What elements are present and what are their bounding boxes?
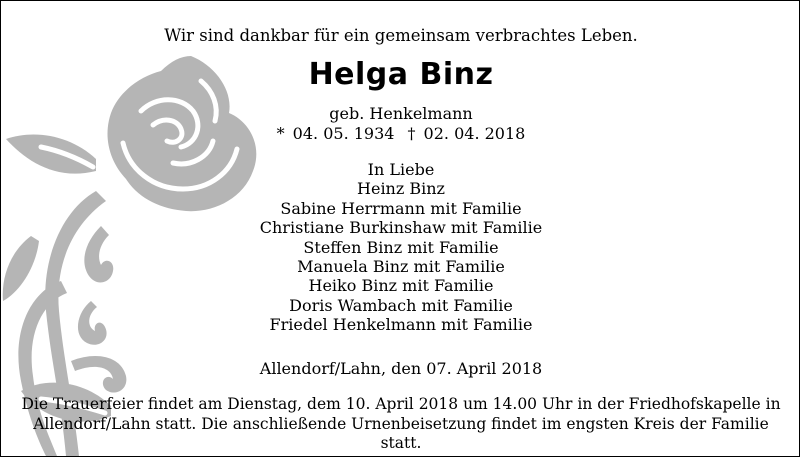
list-item: Heinz Binz xyxy=(357,179,445,199)
list-item: Friedel Henkelmann mit Familie xyxy=(269,315,533,335)
list-item: Heiko Binz mit Familie xyxy=(308,276,494,296)
birth-date: 04. 05. 1934 xyxy=(292,124,395,143)
list-item: Sabine Herrmann mit Familie xyxy=(280,198,522,218)
list-item: Manuela Binz mit Familie xyxy=(297,257,505,277)
mourners-list xyxy=(1,160,800,335)
death-symbol: † xyxy=(407,124,416,143)
list-item: In Liebe xyxy=(367,160,435,179)
notice-line: Die Trauerfeier findet am Dienstag, dem 10. April 2018 um 14.00 Uhr in der Friedhofskapelle in xyxy=(21,395,781,413)
list-item: Steffen Binz mit Familie xyxy=(303,237,499,257)
list-item: Christiane Burkinshaw mit Familie xyxy=(259,218,543,238)
funeral-notice xyxy=(21,395,781,454)
death-date: 02. 04. 2018 xyxy=(423,124,526,143)
notice-line: Allendorf/Lahn statt. Die anschließende Urnenbeisetzung findet im engsten Kreis der Familie statt. xyxy=(33,414,769,452)
birth-name: geb. Henkelmann xyxy=(329,104,473,123)
birth-symbol: * xyxy=(276,124,285,143)
motto: Wir sind dankbar für ein gemeinsam verbrachtes Leben. xyxy=(164,26,638,45)
deceased-name: Helga Binz xyxy=(308,57,494,92)
list-item: Doris Wambach mit Familie xyxy=(289,295,513,315)
life-dates xyxy=(1,124,800,143)
place-date: Allendorf/Lahn, den 07. April 2018 xyxy=(259,359,543,378)
